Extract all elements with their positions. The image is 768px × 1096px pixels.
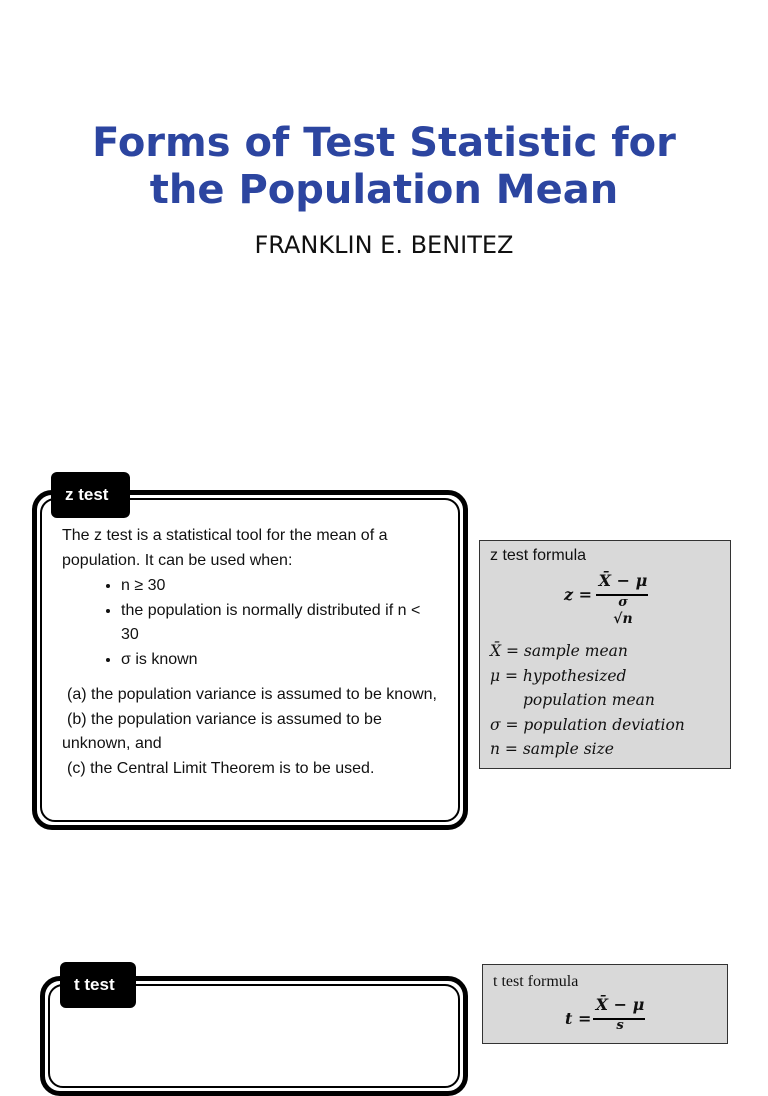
page-title (0, 120, 768, 214)
definition-line: σ = population deviation (490, 715, 685, 734)
z-test-intro: The z test is a statistical tool for the mean of a population. It can be used when: (62, 527, 388, 569)
definition-line: X̄ = sample mean (490, 642, 628, 660)
t-formula-title: t test formula (493, 973, 579, 990)
title-line-2: the Population Mean (149, 167, 619, 213)
condition-a: (a) the population variance is assumed to be known, (67, 686, 437, 703)
definition-line: μ = hypothesized (490, 666, 627, 685)
condition-bullet: • σ is known (121, 648, 452, 673)
condition-bullet: • n ≥ 30 (121, 574, 452, 599)
t-test-tag: t test (60, 962, 136, 1008)
t-formula-box (482, 964, 728, 1044)
title-line-1: Forms of Test Statistic for (92, 120, 676, 166)
z-formula-denominator-bottom: √n (613, 611, 633, 627)
author-name: FRANKLIN E. BENITEZ (254, 231, 514, 259)
condition-c: (c) the Central Limit Theorem is to be used. (67, 759, 375, 777)
z-formula-definitions (490, 639, 685, 762)
z-test-conditions-list (62, 574, 452, 672)
z-formula-denominator-top: σ (618, 595, 628, 610)
t-formula-numerator: X̄ − μ (595, 995, 645, 1014)
z-test-description (62, 524, 452, 781)
z-formula-box (479, 540, 731, 769)
t-formula-lhs: t = (565, 1009, 592, 1028)
condition-b: (b) the population variance is assumed to be unknown, and (62, 710, 382, 752)
z-formula-numerator: X̄ − μ (598, 571, 648, 590)
z-formula-title: z test formula (490, 547, 587, 564)
z-formula-lhs: z = (564, 585, 593, 604)
definition-line: population mean (523, 691, 655, 709)
t-formula-denominator-top: s (616, 1018, 624, 1033)
z-test-tag: z test (51, 472, 130, 518)
condition-bullet: • the population is normally distributed if n < 30 (121, 599, 452, 648)
definition-line: n = sample size (490, 740, 614, 758)
